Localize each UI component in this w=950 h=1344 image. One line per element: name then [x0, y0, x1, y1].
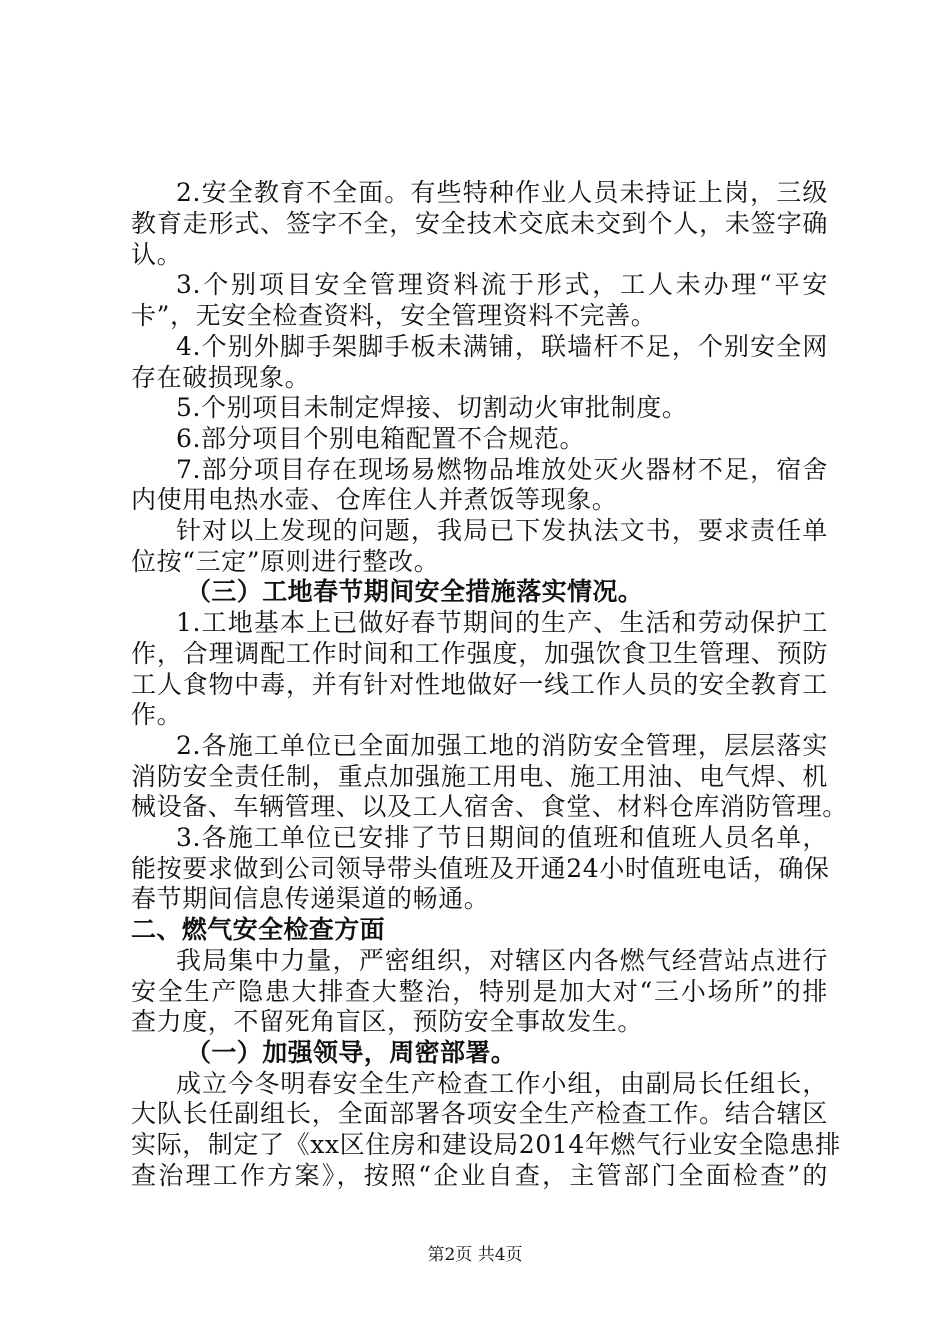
text-line: 内使用电热水壶、仓库住人并煮饭等现象。: [131, 485, 618, 514]
section-heading: （三）工地春节期间安全措施落实情况。: [186, 577, 644, 606]
text-line: 1.工地基本上已做好春节期间的生产、生活和劳动保护工: [176, 608, 828, 637]
text-line: 械设备、车辆管理、以及工人宿舍、食堂、材料仓库消防管理。: [131, 792, 848, 821]
text-line: 针对以上发现的问题，我局已下发执法文书，要求责任单: [176, 516, 828, 545]
text-line: 教育走形式、签字不全，安全技术交底未交到个人，未签字确: [131, 209, 828, 238]
text-line: 位按“三定”原则进行整改。: [131, 547, 440, 576]
text-line: 作，合理调配工作时间和工作强度，加强饮食卫生管理、预防: [131, 639, 828, 668]
text-line: 7.部分项目存在现场易燃物品堆放处灭火器材不足，宿舍: [176, 455, 828, 484]
text-line: 查力度，不留死角盲区，预防安全事故发生。: [131, 1007, 644, 1036]
text-line: 认。: [131, 240, 183, 269]
text-line: 成立今冬明春安全生产检查工作小组，由副局长任组长，: [176, 1069, 828, 1098]
text-line: 安全生产隐患大排查大整治，特别是加大对“三小场所”的排: [131, 977, 828, 1006]
text-line: 作。: [131, 700, 183, 729]
text-line: 消防安全责任制，重点加强施工用电、施工用油、电气焊、机: [131, 762, 828, 791]
text-line: 2.安全教育不全面。有些特种作业人员未持证上岗，三级: [176, 178, 828, 207]
text-line: 查治理工作方案》，按照“企业自查，主管部门全面检查”的: [131, 1161, 828, 1190]
text-line: 我局集中力量，严密组织，对辖区内各燃气经营站点进行: [176, 946, 828, 975]
page-number-footer: 第2页 共4页: [427, 1245, 523, 1265]
text-line: 2.各施工单位已全面加强工地的消防安全管理，层层落实: [176, 731, 828, 760]
section-heading: （一）加强领导，周密部署。: [186, 1038, 517, 1067]
text-line: 4.个别外脚手架脚手板未满铺，联墙杆不足，个别安全网: [176, 332, 828, 361]
text-line: 存在破损现象。: [131, 363, 311, 392]
text-line: 大队长任副组长，全面部署各项安全生产检查工作。结合辖区: [131, 1099, 828, 1128]
text-line: 5.个别项目未制定焊接、切割动火审批制度。: [176, 393, 688, 422]
text-line: 能按要求做到公司领导带头值班及开通24小时值班电话，确保: [131, 854, 830, 883]
text-line: 实际，制定了《xx区住房和建设局2014年燃气行业安全隐患排: [131, 1130, 841, 1159]
text-line: 3.个别项目安全管理资料流于形式，工人未办理“平安: [176, 270, 828, 299]
text-line: 3.各施工单位已安排了节日期间的值班和值班人员名单，: [176, 823, 828, 852]
text-line: 卡”，无安全检查资料，安全管理资料不完善。: [131, 301, 657, 330]
section-heading: 二、燃气安全检查方面: [131, 915, 386, 944]
text-line: 工人食物中毒，并有针对性地做好一线工作人员的安全教育工: [131, 670, 828, 699]
text-line: 春节期间信息传递渠道的畅通。: [131, 884, 490, 913]
text-line: 6.部分项目个别电箱配置不合规范。: [176, 424, 586, 453]
